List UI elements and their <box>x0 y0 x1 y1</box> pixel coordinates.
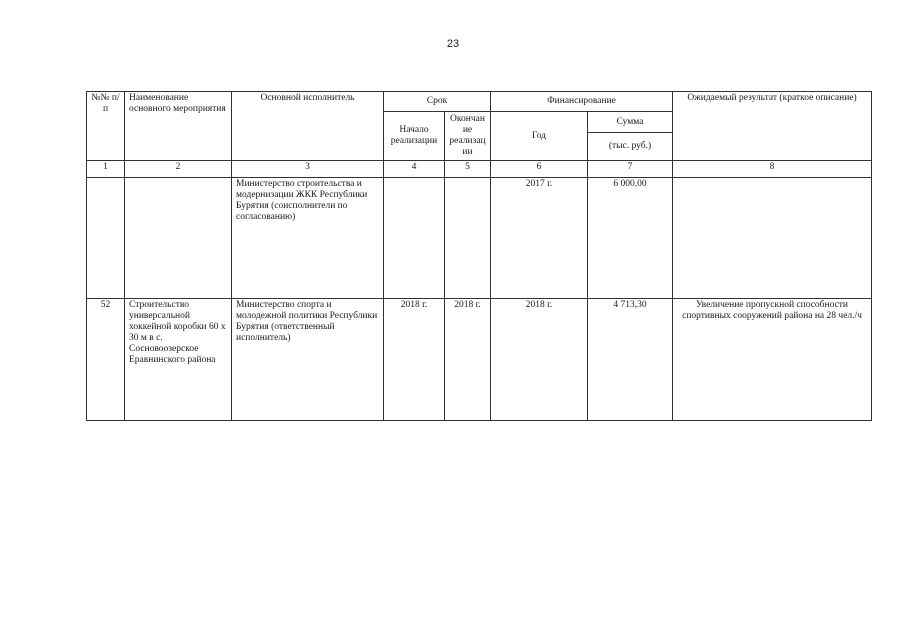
header-row-1 <box>87 92 872 112</box>
column-number: 3 <box>232 161 384 178</box>
header-financing: Финансирование <box>491 92 673 112</box>
header-executor: Основной исполнитель <box>232 92 384 161</box>
column-number: 7 <box>588 161 673 178</box>
row-year: 2018 г. <box>491 299 588 421</box>
header-sum-unit: (тыс. руб.) <box>588 133 673 161</box>
column-number: 8 <box>673 161 872 178</box>
row-end: 2018 г. <box>445 299 491 421</box>
column-number: 1 <box>87 161 125 178</box>
program-table <box>86 91 872 421</box>
table-row <box>87 178 872 299</box>
header-term: Срок <box>384 92 491 112</box>
row-year: 2017 г. <box>491 178 588 299</box>
header-name: Наименование основного мероприятия <box>125 92 232 161</box>
column-number: 2 <box>125 161 232 178</box>
row-end <box>445 178 491 299</box>
column-number: 4 <box>384 161 445 178</box>
page-number: 23 <box>446 38 460 50</box>
row-name: Строительство универсальной хоккейной коробки 60 х 30 м в с. Сосновоозерское Еравнинского района <box>125 299 232 421</box>
row-num <box>87 178 125 299</box>
column-number: 5 <box>445 161 491 178</box>
table-row <box>87 299 872 421</box>
row-start <box>384 178 445 299</box>
row-executor: Министерство спорта и молодежной политики Республики Бурятия (ответственный исполнитель) <box>232 299 384 421</box>
header-sum: Сумма <box>588 112 673 133</box>
header-start: Начало реализации <box>384 112 445 161</box>
row-num: 52 <box>87 299 125 421</box>
row-sum: 4 713,30 <box>588 299 673 421</box>
header-year: Год <box>491 112 588 161</box>
row-sum: 6 000,00 <box>588 178 673 299</box>
row-result: Увеличение пропускной способности спортивных сооружений района на 28 чел./ч <box>673 299 872 421</box>
header-result: Ожидаемый результат (краткое описание) <box>673 92 872 161</box>
row-executor: Министерство строительства и модернизации ЖКК Республики Бурятия (соисполнители по согласованию) <box>232 178 384 299</box>
header-end: Окончание реализации <box>445 112 491 161</box>
header-num: №№ п/п <box>87 92 125 161</box>
row-name <box>125 178 232 299</box>
column-number: 6 <box>491 161 588 178</box>
column-numbers-row <box>87 161 872 178</box>
row-result <box>673 178 872 299</box>
row-start: 2018 г. <box>384 299 445 421</box>
